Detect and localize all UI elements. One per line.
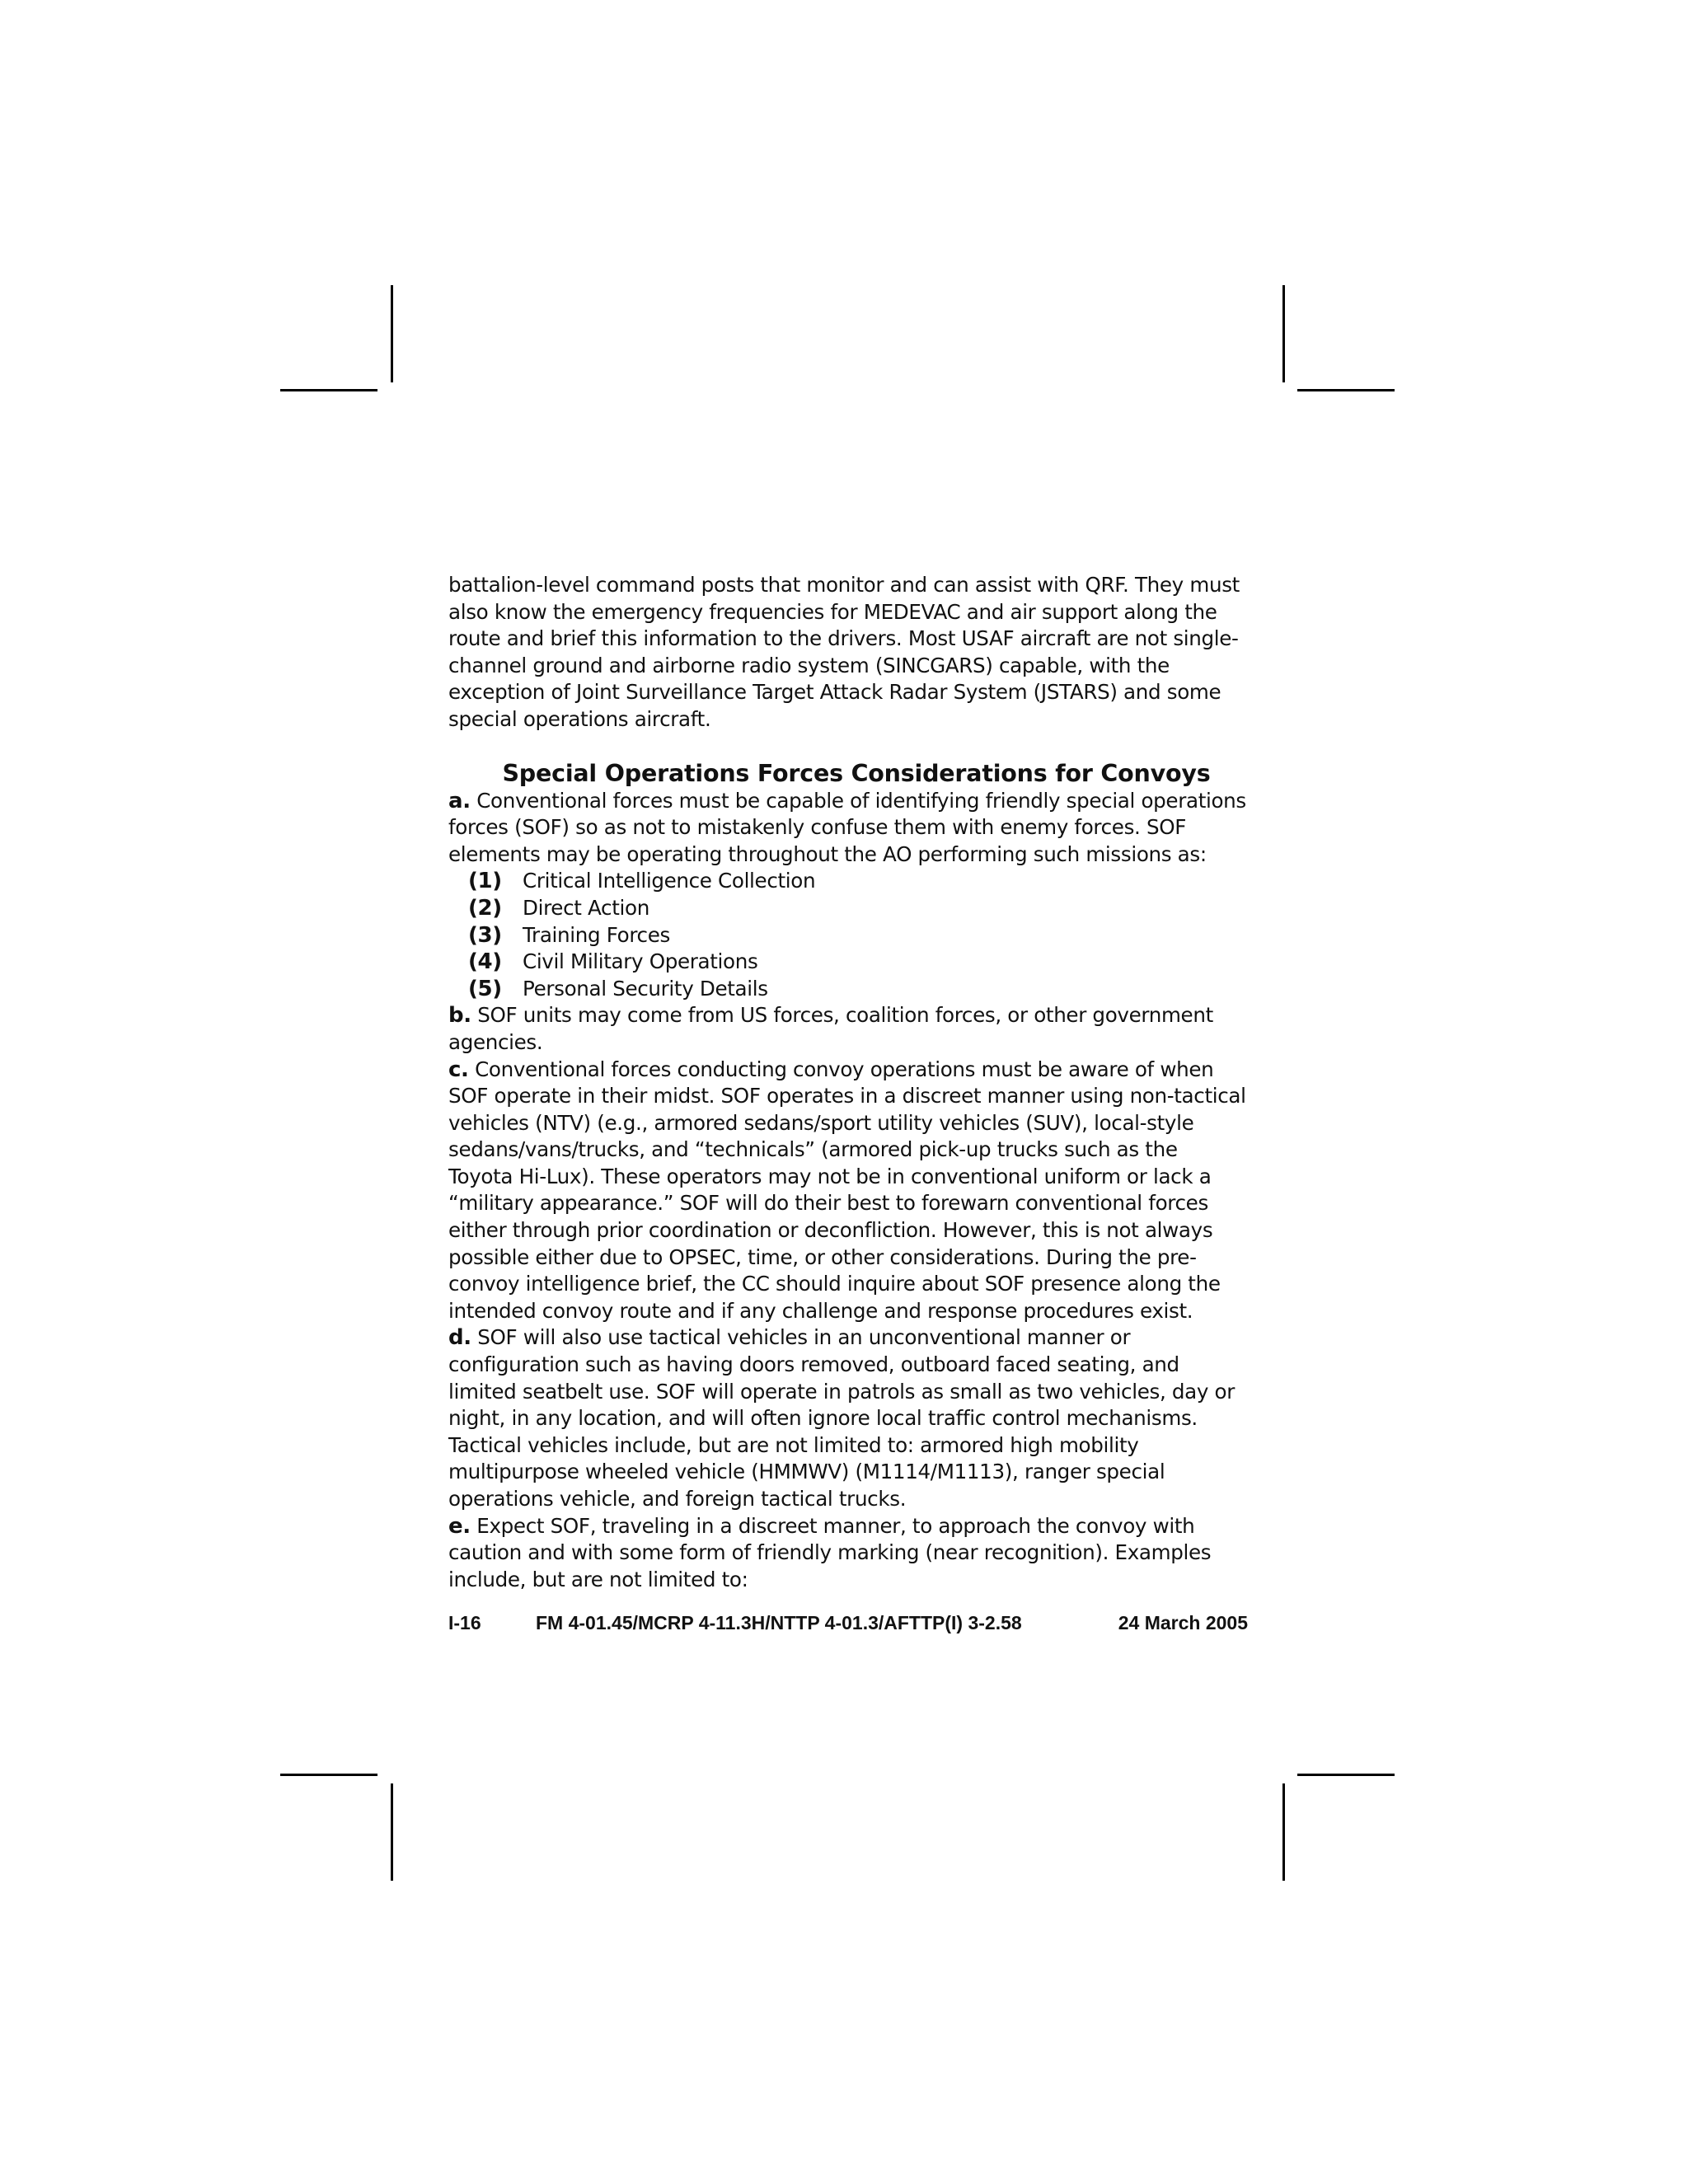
intro-paragraph: battalion-level command posts that monitor and can assist with QRF. They must also know the emergency frequencies for MEDEVAC and air support along the route and brief this information to the drivers. Most USAF aircraft are not single-channel ground and airborne radio system (SINCGARS) capable, with the exception of Joint Surveillance Target Attack Radar System (JSTARS) and some special operations aircraft. <box>448 573 1240 731</box>
page-footer <box>448 1612 1248 1640</box>
paragraph-d-text: SOF will also use tactical vehicles in an unconventional manner or configuration such as having doors removed, outboard faced seating, and limited seatbelt use. SOF will operate in patrols as small as two vehicles, day or night, in any location, and will often ignore local traffic control mechanisms. Tactical vehicles include, but are not limited to: armored high mobility multipurpose wheeled vehicle (HMMWV) (M1114/M1113), ranger special operations vehicle, and foreign tactical trucks. <box>448 1325 1235 1511</box>
paragraph-b-label: b. <box>448 1003 471 1029</box>
list-item-number: (4) <box>468 949 502 975</box>
crop-mark-top-left-vertical <box>391 285 393 382</box>
list-item-text: Civil Military Operations <box>523 949 758 974</box>
list-item-number: (1) <box>468 869 502 894</box>
crop-mark-bottom-right-vertical <box>1282 1783 1285 1881</box>
list-item-text: Direct Action <box>523 895 649 920</box>
crop-mark-bottom-right-horizontal <box>1297 1774 1395 1776</box>
crop-mark-top-right-vertical <box>1282 285 1285 382</box>
list-item-text: Personal Security Details <box>523 976 768 1001</box>
list-item-number: (5) <box>468 976 502 1001</box>
list-item-text: Training Forces <box>523 922 670 947</box>
list-item <box>448 868 1248 895</box>
paragraph-c-text: Conventional forces conducting convoy operations must be aware of when SOF operate in their midst. SOF operates in a discreet manner using non-tactical vehicles (NTV) (e.g., armored sedans/sport utility vehicles (SUV), local-style sedans/vans/trucks, and “technicals” (armored pick-up trucks such as the Toyota Hi-Lux). These operators may not be in conventional uniform or lack a “military appearance.” SOF will do their best to forewarn conventional forces either through prior coordination or deconfliction. However, this is not always possible either due to OPSEC, time, or other considerations. During the pre-convoy intelligence brief, the CC should inquire about SOF presence along the intended convoy route and if any challenge and response procedures exist. <box>448 1057 1246 1323</box>
paragraph-a-text: Conventional forces must be capable of identifying friendly special operations forces (SOF) so as not to mistakenly confuse them with enemy forces. SOF elements may be operating throughout the AO performing such missions as: <box>448 788 1246 866</box>
paragraph-b-text: SOF units may come from US forces, coalition forces, or other government agencies. <box>448 1003 1213 1054</box>
page-number: I-16 <box>448 1612 481 1633</box>
section-title: Special Operations Forces Considerations for Convoys <box>502 759 1211 787</box>
paragraph-d <box>448 1324 1248 1512</box>
publication-id: FM 4-01.45/MCRP 4-11.3H/NTTP 4-01.3/AFTTP(I) 3-2.58 <box>536 1612 1022 1633</box>
crop-mark-top-right-horizontal <box>1297 389 1395 391</box>
list-item <box>448 949 1248 976</box>
list-item-number: (3) <box>468 922 502 948</box>
crop-mark-bottom-left-vertical <box>391 1783 393 1881</box>
paragraph-b <box>448 1002 1248 1056</box>
paragraph-e-text: Expect SOF, traveling in a discreet manner, to approach the convoy with caution and with some form of friendly marking (near recognition). Examples include, but are not limited to: <box>448 1513 1212 1591</box>
publication-date: 24 March 2005 <box>1118 1612 1248 1633</box>
paragraph-e-label: e. <box>448 1513 471 1539</box>
list-item-number: (2) <box>468 895 502 921</box>
crop-mark-bottom-left-horizontal <box>280 1774 377 1776</box>
list-item <box>448 895 1248 922</box>
paragraph-e <box>448 1513 1248 1594</box>
paragraph-c-label: c. <box>448 1057 469 1082</box>
paragraph-a-label: a. <box>448 788 471 813</box>
paragraph-a <box>448 788 1248 869</box>
crop-mark-top-left-horizontal <box>280 389 377 391</box>
list-item <box>448 976 1248 1003</box>
list-item <box>448 922 1248 949</box>
paragraph-d-label: d. <box>448 1325 471 1351</box>
paragraph-c <box>448 1057 1248 1325</box>
page-body <box>448 572 1248 1593</box>
missions-list <box>448 868 1248 1002</box>
list-item-text: Critical Intelligence Collection <box>523 869 816 893</box>
